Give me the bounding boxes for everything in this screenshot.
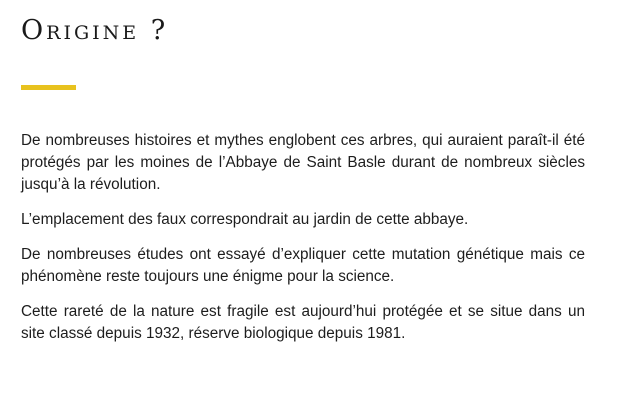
title-accent-bar: [21, 85, 76, 90]
section-body: [21, 130, 585, 358]
paragraph-protection: Cette rareté de la nature est fragile est aujourd’hui protégée et se situe dans un site classé depuis 1932, réserve biologique depuis 1981.: [21, 303, 585, 342]
paragraph-history: De nombreuses histoires et mythes englobent ces arbres, qui auraient paraît-il été protégés par les moines de l’Abbaye de Saint Basle durant de nombreux siècles jusqu’à la révolution.: [21, 132, 585, 193]
section-title: Origine ?: [21, 15, 169, 46]
paragraph-studies: De nombreuses études ont essayé d’expliquer cette mutation génétique mais ce phénomène reste toujours une énigme pour la science.: [21, 246, 585, 285]
paragraph-location: L’emplacement des faux correspondrait au jardin de cette abbaye.: [21, 211, 469, 228]
